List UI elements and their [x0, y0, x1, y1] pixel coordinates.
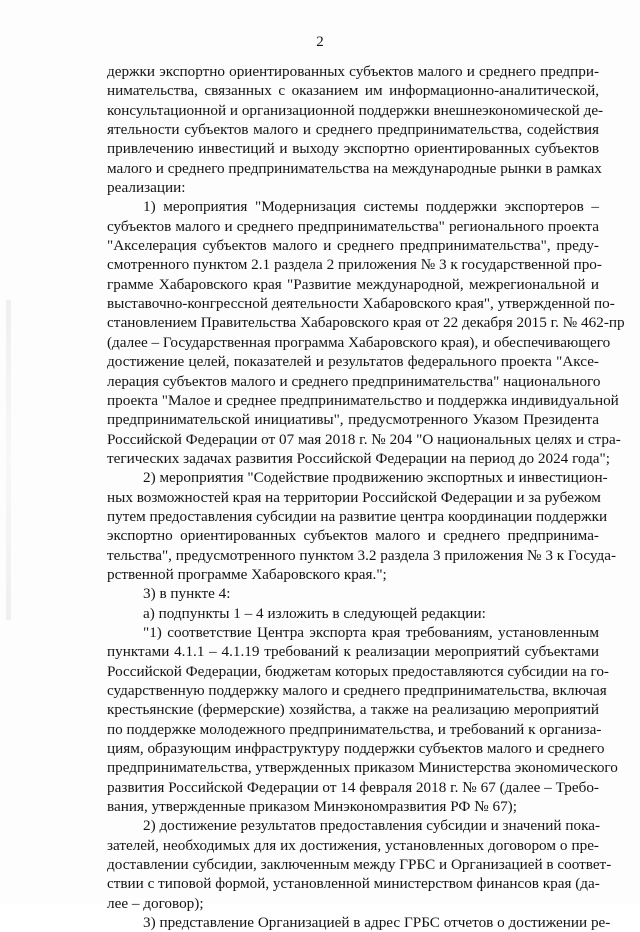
text-line: Российской Федерации от 07 мая 2018 г. № 204 "О национальных целях и стра- [107, 430, 621, 448]
text-line: проекта "Малое и среднее предпринимательство и поддержка индивидуальной [107, 391, 619, 409]
text-line: 3) в пункте 4: [143, 585, 231, 603]
text-line: вания, утвержденные приказом Минэкономразвития РФ № 67); [107, 798, 517, 816]
text-line: 2) достижение результатов предоставления субсидии и значений пока- [143, 817, 601, 835]
text-line: ных возможностей края на территории Российской Федерации и за рубежом [107, 488, 601, 506]
text-line: 3) представление Организацией в адрес ГРБС отчетов о достижении ре- [143, 914, 611, 932]
text-line: смотренного пунктом 2.1 раздела 2 приложения № 3 к государственной про- [107, 256, 602, 274]
text-line: тельства", предусмотренного пунктом 3.2 раздела 3 приложения № 3 к Госуда- [107, 546, 617, 564]
text-line: лее – договор); [107, 894, 204, 912]
text-line: 1) мероприятия "Модернизация системы поддержки экспортеров – [143, 198, 599, 216]
text-line: Российской Федерации, бюджетам которых предоставляются субсидии на го- [107, 662, 609, 680]
text-line: "Акселерация субъектов малого и среднего предпринимательства", преду- [107, 237, 599, 255]
text-line: (далее – Государственная программа Хабаровского края), и обеспечивающего [107, 333, 611, 351]
text-line: становлением Правительства Хабаровского края от 22 декабря 2015 г. № 462-пр [107, 314, 625, 332]
text-line: грамме Хабаровского края "Развитие международной, межрегиональной и [107, 275, 599, 293]
text-line: а) подпункты 1 – 4 изложить в следующей редакции: [143, 604, 486, 622]
text-line: предпринимательской инициативы", предусмотренного Указом Президента [107, 411, 599, 429]
text-line: экспортно ориентированных субъектов малого и среднего предпринима- [107, 527, 599, 545]
scan-margin-shadow [6, 300, 11, 620]
text-line: пунктами 4.1.1 – 4.1.19 требований к реализации мероприятий субъектами [107, 643, 599, 661]
text-line: реализации: [107, 179, 186, 197]
text-line: выставочно-конгрессной деятельности Хабаровского края", утвержденной по- [107, 295, 615, 313]
text-line: зателей, необходимых для их достижения, установленных договором о пре- [107, 836, 599, 854]
text-line: субъектов малого и среднего предпринимательства" регионального проекта [107, 217, 599, 235]
text-line: тегических задачах развития Российской Федерации на период до 2024 года"; [107, 449, 610, 467]
text-line: держки экспортно ориентированных субъектов малого и среднего предпри- [107, 63, 599, 80]
text-line: "1) соответствие Центра экспорта края требованиям, установленным [143, 623, 599, 641]
text-line: рственной программе Хабаровского края."; [107, 565, 387, 583]
text-line: ствии с типовой формой, установленной министерством финансов края (да- [107, 875, 600, 893]
text-line: консультационной и организационной поддержки внешнеэкономической де- [107, 101, 604, 119]
text-line: нимательства, связанных с оказанием им информационно-аналитической, [107, 82, 599, 100]
text-line: ятельности субъектов малого и среднего предпринимательства, содействия [107, 121, 599, 139]
text-line: малого и среднего предпринимательства на международные рынки в рамках [107, 159, 602, 177]
text-line: крестьянские (фермерские) хозяйства, а также на реализацию мероприятий [107, 701, 599, 719]
text-line: развития Российской Федерации от 14 февраля 2018 г. № 67 (далее – Требо- [107, 778, 599, 796]
text-line: достижение целей, показателей и результатов федерального проекта "Аксе- [107, 353, 599, 371]
text-line: предпринимательства, утвержденных приказом Министерства экономического [107, 759, 618, 777]
text-line: по поддержке молодежного предпринимательства, и требований к организа- [107, 720, 602, 738]
text-line: сударственную поддержку малого и среднего предпринимательства, включая [107, 682, 607, 699]
text-line: доставлении субсидии, заключенным между ГРБС и Организацией в соответ- [107, 856, 612, 874]
page-number: 2 [316, 34, 324, 50]
document-body [107, 62, 625, 932]
text-line: 2) мероприятия "Содействие продвижению экспортных и инвестицион- [143, 469, 608, 487]
text-line: циям, образующим инфраструктуру поддержки субъектов малого и среднего [107, 740, 605, 758]
text-line: путем предоставления субсидии на развитие центра координации поддержки [107, 507, 608, 525]
text-line: лерация субъектов малого и среднего предпринимательства" национального [107, 372, 601, 390]
text-line: привлечению инвестиций и выходу экспортно ориентированных субъектов [107, 140, 599, 158]
